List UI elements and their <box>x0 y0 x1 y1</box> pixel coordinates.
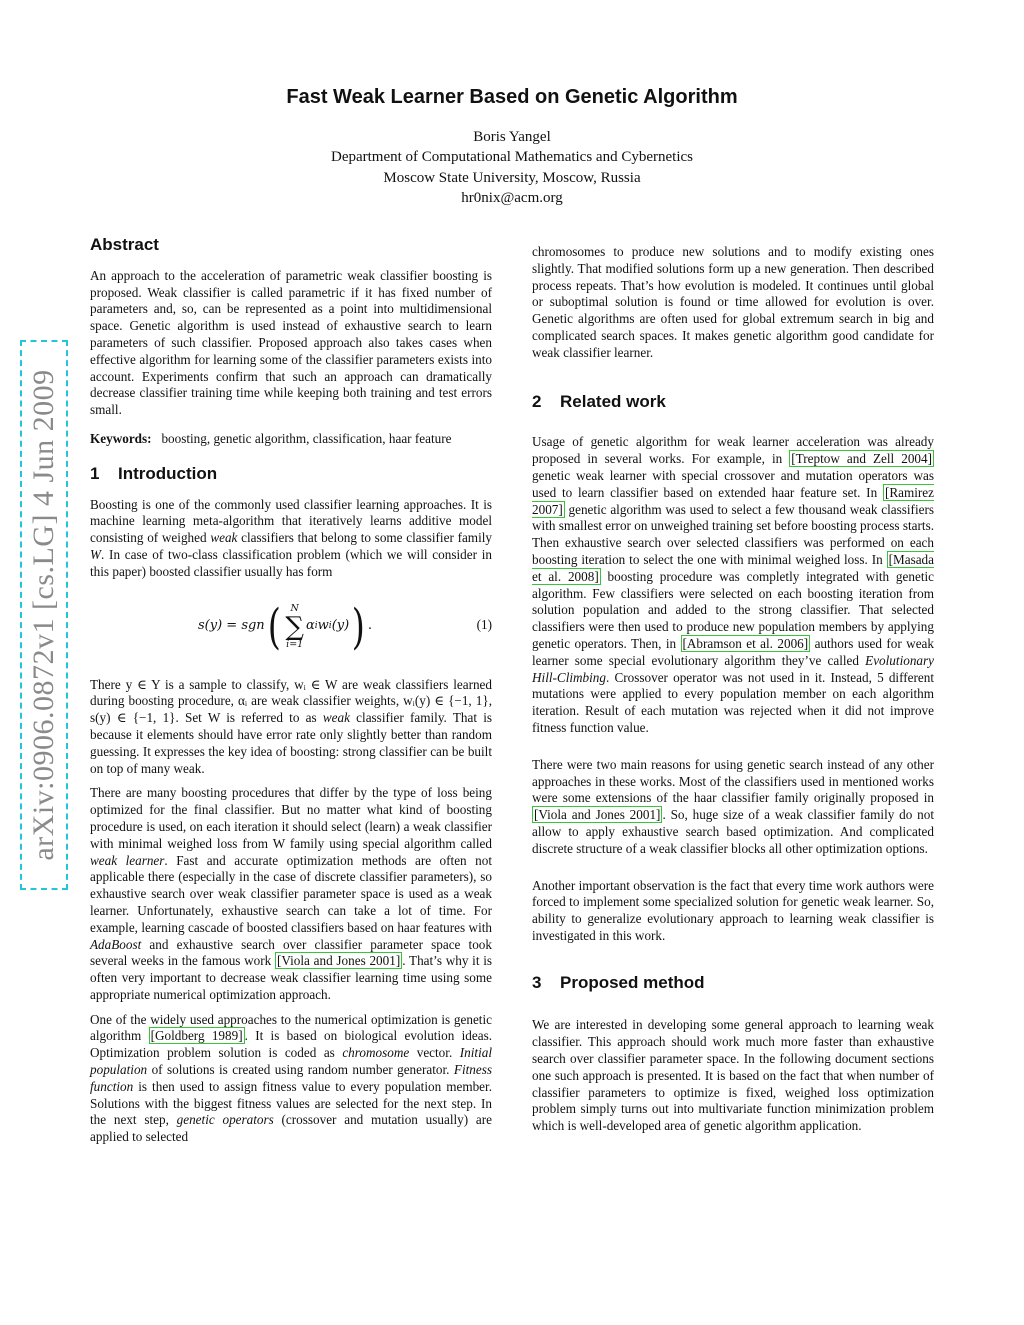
intro-continuation: chromosomes to produce new solutions and to modify existing ones slightly. That modified solutions form up a new generation. Then described process repeats. That’s how evolution is modeled. It continues until global or suboptimal solution is found or time allowed for evolution is over. Genetic algorithms are often used for global extremum search in big and complicated search spaces. It makes genetic algorithm good candidate for weak classifier learner. <box>532 244 934 360</box>
right-column <box>532 244 934 1135</box>
equation-open-paren: ( <box>267 598 281 655</box>
left-column <box>90 237 492 1146</box>
paper-title: Fast Weak Learner Based on Genetic Algorithm <box>286 86 738 108</box>
citation-masada[interactable]: [Masada et al. 2008] <box>532 551 934 584</box>
intro-paragraph-3: There are many boosting procedures that differ by the type of loss being optimized for the final classifier. But no matter what kind of boosting procedure is used, on each iteration it should select (learn) a weak classifier with minimal weighed loss from W family using special algorithm called weak learner. Fast and accurate optimization methods are often not applicable there (especially in the case of discrete classifier parameters), so exhaustive search over weak classifier parameter space is used as a weak learner. Unfortunately, exhaustive search can take a lot of time. For example, learning cascade of boosted classifiers based on haar features with AdaBoost and exhaustive search over classifier parameter space took several weeks in the famous work [Viola and Jones 2001] . That’s why it is often very important to decrease weak classifier learning time using some appropriate numerical optimization approach. <box>90 785 493 1002</box>
related-paragraph-2: There were two main reasons for using genetic search instead of any other approaches in these works. Most of the classifiers used in mentioned works were some extensions of the haar classifier family originally proposed in [Viola and Jones 2001] . So, huge size of a weak classifier family do not allow to apply exhaustive search based optimization. And complicated discrete structure of a weak classifier blocks all other optimization options. <box>532 756 935 856</box>
proposed-heading <box>532 972 934 992</box>
intro-paragraph-2: There y ∈ Y is a sample to classify, wᵢ ∈ W are weak classifiers learned during boosting procedure, αᵢ are weak classifier weights, wᵢ(y) ∈ {−1, 1}, s(y) ∈ {−1, 1}. Set W is referred to as weak classifier family. That is because it elements should have error rate only slightly better than random guessing. It expresses the key idea of boosting: strong classifier can be built on top of many weak. <box>90 676 493 776</box>
related-paragraph-3: Another important observation is the fact that every time work authors were forced to implement some specialized solution for genetic weak learner. So, ability to generalize evolutionary approach to learning weak classifier is investigated in this work. <box>532 877 934 943</box>
equation-lhs: s(y) = sgn <box>198 618 265 634</box>
abstract-heading: Abstract <box>90 235 159 254</box>
equation-1 <box>90 591 492 663</box>
intro-heading <box>90 463 492 483</box>
related-number: 2 <box>532 391 542 411</box>
equation-number: (1) <box>476 616 492 632</box>
author-name: Boris Yangel <box>473 129 551 145</box>
citation-abramson[interactable]: [Abramson et al. 2006] <box>682 635 809 651</box>
related-heading <box>532 391 934 411</box>
equation-sum: N ∑ i=1 <box>285 602 304 650</box>
equation-close-paren: ) <box>351 598 366 655</box>
citation-viola-jones-2[interactable]: [Viola and Jones 2001] <box>534 807 661 823</box>
author-email: hr0nix@acm.org <box>461 190 563 206</box>
keywords-list: boosting, genetic algorithm, classification, haar feature <box>161 430 452 446</box>
citation-treptow-zell[interactable]: [Treptow and Zell 2004] <box>791 451 932 467</box>
related-title: Related work <box>560 391 666 411</box>
citation-goldberg[interactable]: [Goldberg 1989] <box>150 1028 243 1044</box>
keywords <box>90 431 492 448</box>
intro-paragraph-1: Boosting is one of the commonly used classifier learning approaches. It is machine learning meta-algorithm that iteratively learns additive model consisting of weighed weak classifiers that belong to some classifier family W. In case of two-class classification problem (which we will consider in this paper) boosted classifier usually has form <box>90 496 492 579</box>
equation-body: s(y) = sgn ( N ∑ i=1 α i w i (y) ) . <box>198 598 373 655</box>
intro-paragraph-4: One of the widely used approaches to the numerical optimization is genetic algorithm [Goldberg 1989] . It is based on biological evolution ideas. Optimization problem solution is coded as chromosome vector. Initial population of solutions is created using random number generator. Fitness function is then used to assign fitness value to every population member. Solutions with the biggest fitness values are selected for the next step. In the next step, genetic operators (crossover and mutation usually) are applied to selected <box>90 1011 492 1145</box>
intro-number: 1 <box>90 463 100 483</box>
citation-ramirez[interactable]: [Ramirez 2007] <box>532 484 934 517</box>
arxiv-stamp-text: arXiv:0906.0872v1 [cs.LG] 4 Jun 2009 <box>27 369 60 861</box>
proposed-title: Proposed method <box>560 972 705 992</box>
author-affiliation: Department of Computational Mathematics and Cybernetics <box>331 149 693 165</box>
citation-viola-jones[interactable]: [Viola and Jones 2001] <box>277 953 401 969</box>
abstract-text: An approach to the acceleration of parametric weak classifier boosting is proposed. Weak classifier is called parametric if it has fixed number of parameters and, so, can be represented as a point into multidimensional space. Genetic algorithm is used instead of exhaustive search to learn parameters of such classifier. Proposed approach also takes cases when effective algorithm for learning some of the classifier parameters exists into account. Experiments confirm that such an approach can dramatically decrease classifier training time while keeping both training and test errors small. <box>90 267 492 418</box>
intro-title: Introduction <box>118 463 218 483</box>
author-university: Moscow State University, Moscow, Russia <box>383 170 641 186</box>
keywords-label: Keywords: <box>90 430 152 446</box>
related-paragraph-1: Usage of genetic algorithm for weak learner acceleration was already proposed in several works. For example, in [Treptow and Zell 2004] genetic weak learner with special crossover and mutation operators was used to learn classifier based on extended haar feature set. In [Ramirez 2007] genetic algorithm was used to select a few thousand weak classifiers with smallest error on unweighed training set before boosting process starts. Then exhaustive search over selected classifiers was performed on each boosting iteration to select the one with minimal weighed loss. In [Masada et al. 2008] boosting procedure was completly integrated with genetic algorithm. Few classifiers were selected on each boosting iteration from solution population and added to the strong classifier. That selected classifiers were then used to produce new population members by applying genetic operators. Then, in [Abramson et al. 2006] authors used for weak learner some special evolutionary algorithm they’ve called Evolutionary Hill-Climbing. Crossover operator was not used in it. Instead, 5 different mutations were applied to every population member on each algorithm iteration. Result of each mutation was rejected when it did not improve fitness function value. <box>532 434 934 735</box>
proposed-paragraph-1: We are interested in developing some general approach to learning weak classifier. This approach should work much more faster than exhaustive search over classifier parameter space. In the following document sections one such approach is presented. It is based on the fact that when number of classifier parameters to optimize is fixed, weighed loss optimization problem simply turns out into multivariate function minimization problem which is well-developed area of genetic algorithm application. <box>532 1017 934 1134</box>
proposed-number: 3 <box>532 972 542 992</box>
arxiv-stamp <box>20 340 68 890</box>
